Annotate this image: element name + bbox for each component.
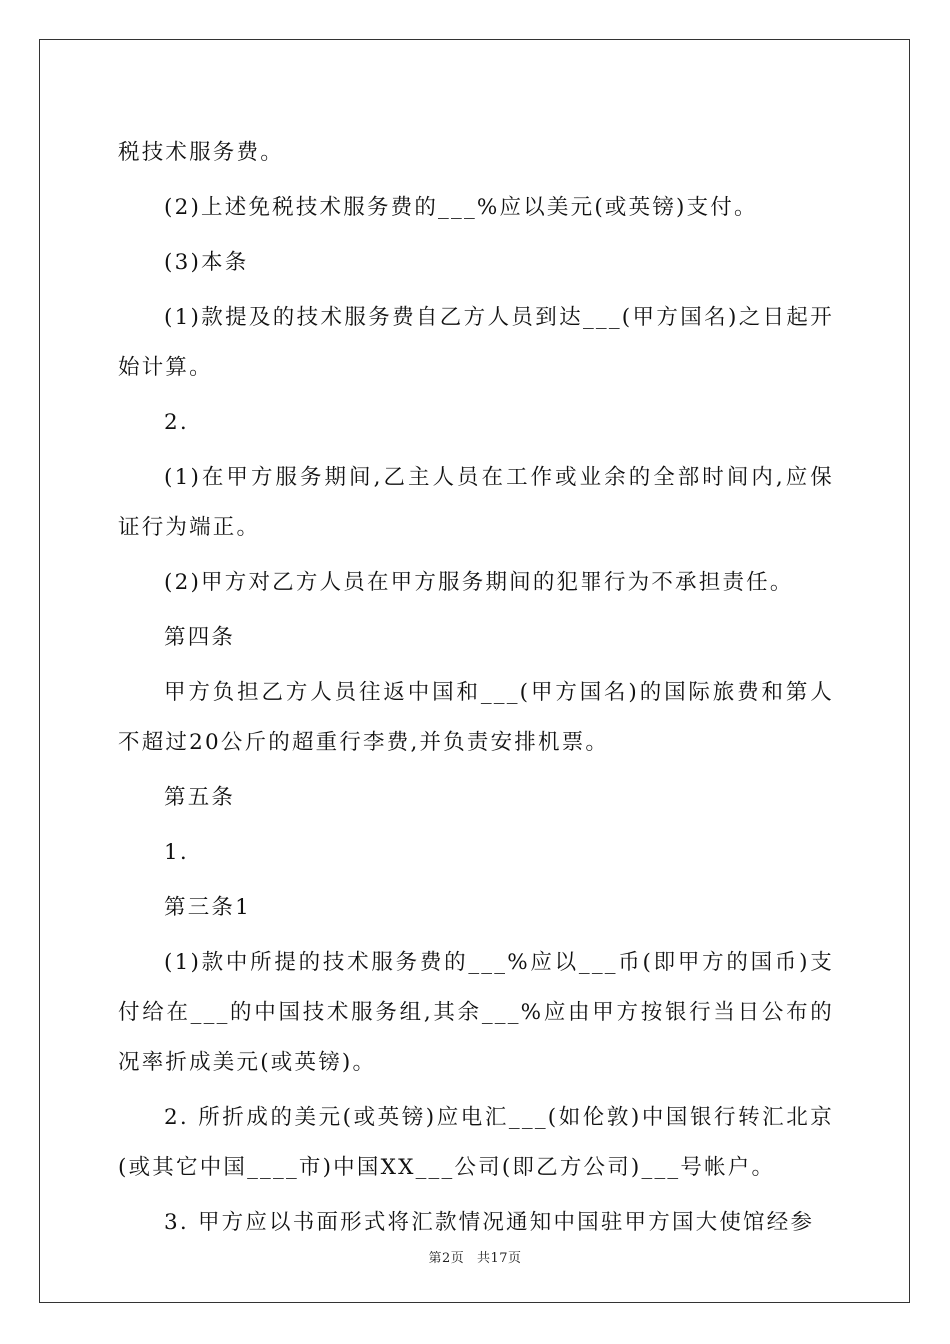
paragraph-4: (1)款提及的技术服务费自乙方人员到达___(甲方国名)之日起开始计算。 xyxy=(118,305,834,380)
paragraph-3: (3)本条 xyxy=(164,250,249,275)
page-number: 第2页 xyxy=(428,1251,465,1266)
paragraph-2: (2)上述免税技术服务费的___%应以美元(或英镑)支付。 xyxy=(164,195,758,220)
section-heading-article-5: 第五条 xyxy=(164,785,236,810)
paragraph-12: 第三条1 xyxy=(164,895,251,920)
paragraph-11: 1. xyxy=(164,840,189,865)
paragraph-6: (1)在甲方服务期间,乙主人员在工作或业余的全部时间内,应保证行为端正。 xyxy=(118,465,834,540)
paragraph-15: 3. 甲方应以书面形式将汇款情况通知中国驻甲方国大使馆经参 xyxy=(164,1210,815,1235)
paragraph-13: (1)款中所提的技术服务费的___%应以___币(即甲方的国币)支付给在___的中国技术服务组,其余___%应由甲方按银行当日公布的况率折成美元(或英镑)。 xyxy=(118,950,834,1075)
paragraph-9: 甲方负担乙方人员往返中国和___(甲方国名)的国际旅费和第人不超过20公斤的超重行李费,并负责安排机票。 xyxy=(118,680,834,755)
paragraph-14: 2. 所折成的美元(或英镑)应电汇___(如伦敦)中国银行转汇北京(或其它中国____市)中国XX___公司(即乙方公司)___号帐户。 xyxy=(118,1105,834,1180)
paragraph-5: 2. xyxy=(164,410,189,435)
document-body xyxy=(118,128,834,1253)
paragraph-7: (2)甲方对乙方人员在甲方服务期间的犯罪行为不承担责任。 xyxy=(164,570,794,595)
section-heading-article-4: 第四条 xyxy=(164,625,236,650)
page-total: 共17页 xyxy=(476,1251,522,1266)
paragraph-1: 税技术服务费。 xyxy=(118,140,284,165)
page-footer xyxy=(0,1247,950,1266)
